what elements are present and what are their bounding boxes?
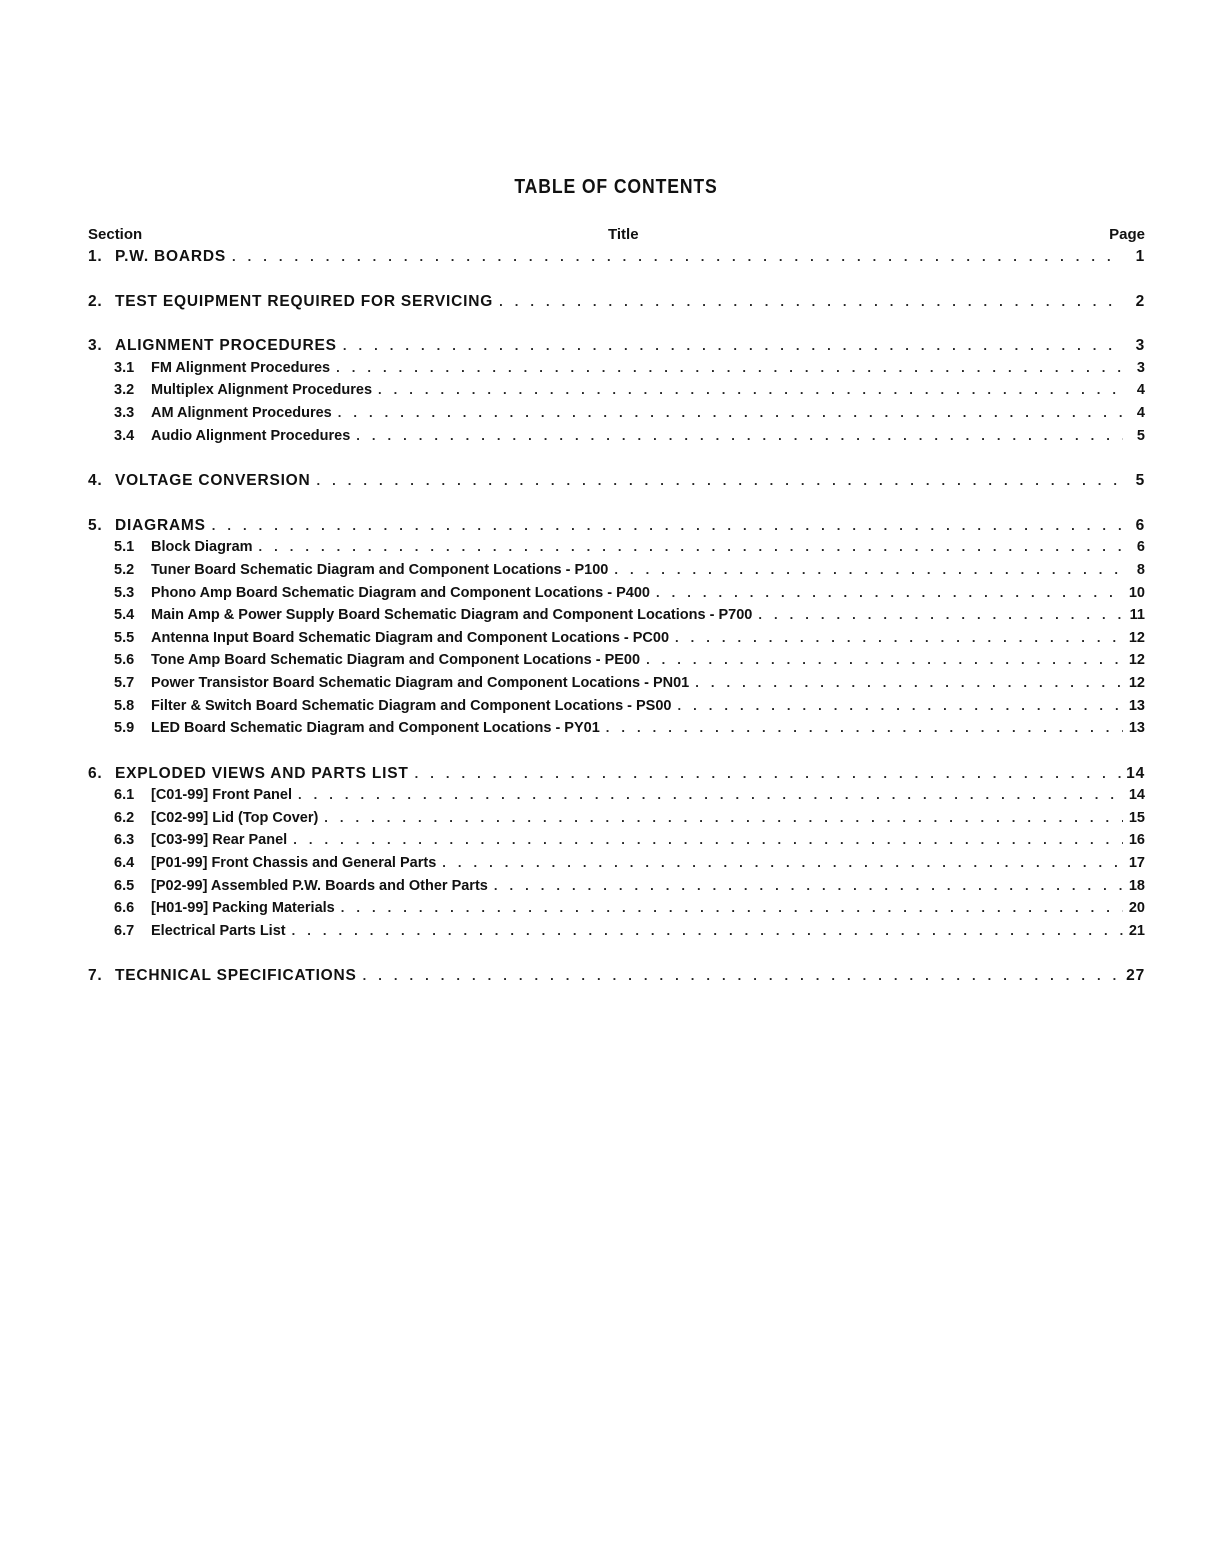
- entry-page-number: 27: [1126, 967, 1145, 985]
- entry-title: Antenna Input Board Schematic Diagram and Component Locations - PC00: [151, 629, 670, 646]
- toc-entry-section[interactable]: [88, 765, 1145, 788]
- toc-entry-subsection[interactable]: [88, 539, 1145, 562]
- entry-title: [P02-99] Assembled P.W. Boards and Other Parts: [151, 877, 488, 894]
- toc-entry-subsection[interactable]: [88, 630, 1145, 653]
- entry-number: 6.3: [114, 832, 135, 849]
- entry-page-number: 16: [1128, 832, 1145, 849]
- entry-number: 3.3: [114, 404, 135, 421]
- dot-leader: [678, 698, 1124, 713]
- entry-number: 5.: [88, 516, 103, 534]
- entry-title: Electrical Parts List: [151, 922, 286, 939]
- toc-entry-subsection[interactable]: [88, 405, 1145, 428]
- entry-page-number: 6: [1136, 539, 1145, 556]
- entry-title: [C03-99] Rear Panel: [151, 832, 288, 849]
- entry-title: LED Board Schematic Diagram and Component Locations - PY01: [151, 720, 600, 737]
- entry-title: FM Alignment Procedures: [151, 359, 331, 376]
- entry-page-number: 3: [1136, 359, 1145, 376]
- entry-number: 3.: [88, 337, 103, 355]
- toc-entry-subsection[interactable]: [88, 698, 1145, 721]
- entry-number: 6.7: [114, 922, 135, 939]
- toc-entry-section[interactable]: [88, 248, 1145, 271]
- dot-leader: [341, 900, 1123, 915]
- entry-title: AM Alignment Procedures: [151, 404, 332, 421]
- toc-entry-subsection[interactable]: [88, 428, 1145, 451]
- entry-title: EXPLODED VIEWS AND PARTS LIST: [115, 764, 409, 782]
- entry-page-number: 15: [1128, 809, 1145, 826]
- entry-title: ALIGNMENT PROCEDURES: [115, 337, 337, 355]
- entry-page-number: 1: [1135, 248, 1145, 265]
- toc-entry-subsection[interactable]: [88, 382, 1145, 405]
- entry-page-number: 17: [1128, 855, 1145, 872]
- toc-section-group: [88, 472, 1145, 495]
- entry-number: 5.8: [114, 697, 135, 714]
- entry-number: 5.2: [114, 561, 135, 578]
- entry-title: Tone Amp Board Schematic Diagram and Component Locations - PE00: [151, 652, 641, 669]
- toc-entry-subsection[interactable]: [88, 832, 1145, 855]
- toc-entry-subsection[interactable]: [88, 923, 1145, 946]
- entry-number: 3.2: [114, 382, 135, 399]
- dot-leader: [442, 855, 1123, 870]
- entry-title: Power Transistor Board Schematic Diagram and Component Locations - PN01: [151, 674, 690, 691]
- entry-page-number: 5: [1136, 427, 1145, 444]
- toc-entry-subsection[interactable]: [88, 720, 1145, 743]
- entry-number: 5.5: [114, 629, 135, 646]
- entry-page-number: 4: [1136, 382, 1145, 399]
- entry-page-number: 5: [1135, 472, 1145, 490]
- dot-leader: [343, 338, 1123, 353]
- entry-page-number: 2: [1135, 292, 1145, 310]
- section-column-header: Section: [88, 226, 143, 243]
- entry-number: 5.6: [114, 652, 135, 669]
- entry-title: Main Amp & Power Supply Board Schematic Diagram and Component Locations - P700: [151, 607, 753, 624]
- entry-title: Multiplex Alignment Procedures: [151, 382, 373, 399]
- entry-number: 6.6: [114, 900, 135, 917]
- toc-section-group: [88, 517, 1145, 743]
- entry-page-number: 21: [1128, 922, 1145, 939]
- toc-entry-section[interactable]: [88, 967, 1145, 990]
- toc-entry-section[interactable]: [88, 337, 1145, 360]
- toc-section-group: [88, 293, 1145, 316]
- toc-section-group: [88, 248, 1145, 271]
- dot-leader: [232, 249, 1123, 264]
- entry-page-number: 12: [1128, 652, 1145, 669]
- dot-leader: [499, 294, 1123, 309]
- entry-title: Phono Amp Board Schematic Diagram and Component Locations - P400: [151, 584, 650, 601]
- dot-leader: [656, 585, 1123, 600]
- entry-page-number: 13: [1128, 697, 1145, 714]
- dot-leader: [317, 473, 1123, 488]
- toc-entry-section[interactable]: [88, 293, 1145, 316]
- entry-title: Tuner Board Schematic Diagram and Component Locations - P100: [151, 561, 609, 578]
- dot-leader: [298, 787, 1123, 802]
- entry-title: [H01-99] Packing Materials: [151, 900, 335, 917]
- dot-leader: [292, 923, 1123, 938]
- entry-page-number: 10: [1128, 584, 1145, 601]
- table-of-contents: [88, 226, 1145, 1012]
- toc-entry-subsection[interactable]: [88, 652, 1145, 675]
- entry-number: 1.: [88, 248, 103, 265]
- entry-page-number: 6: [1135, 516, 1145, 534]
- toc-entry-subsection[interactable]: [88, 675, 1145, 698]
- toc-entry-subsection[interactable]: [88, 360, 1145, 383]
- toc-entry-subsection[interactable]: [88, 562, 1145, 585]
- entry-number: 6.2: [114, 809, 135, 826]
- entry-page-number: 12: [1128, 674, 1145, 691]
- entry-title: VOLTAGE CONVERSION: [115, 472, 311, 490]
- entry-page-number: 13: [1128, 720, 1145, 737]
- toc-entry-subsection[interactable]: [88, 900, 1145, 923]
- entry-page-number: 14: [1128, 787, 1145, 804]
- page-column-header: Page: [1109, 226, 1145, 243]
- dot-leader: [415, 766, 1123, 781]
- title-column-header: Title: [608, 226, 639, 243]
- entry-number: 6.1: [114, 787, 135, 804]
- dot-leader: [363, 968, 1123, 983]
- entry-number: 6.5: [114, 877, 135, 894]
- entry-page-number: 12: [1128, 629, 1145, 646]
- toc-entry-subsection[interactable]: [88, 607, 1145, 630]
- toc-entry-subsection[interactable]: [88, 585, 1145, 608]
- entry-page-number: 8: [1136, 561, 1145, 578]
- entry-title: [C01-99] Front Panel: [151, 787, 292, 804]
- dot-leader: [606, 720, 1123, 735]
- entry-page-number: 4: [1136, 404, 1145, 421]
- entry-title: P.W. BOARDS: [115, 248, 227, 265]
- entry-number: 5.7: [114, 674, 135, 691]
- toc-entry-section[interactable]: [88, 472, 1145, 495]
- entry-page-number: 20: [1128, 900, 1145, 917]
- toc-entry-subsection[interactable]: [88, 810, 1145, 833]
- dot-leader: [338, 405, 1123, 420]
- entry-title: [P01-99] Front Chassis and General Parts: [151, 855, 437, 872]
- entry-page-number: 18: [1128, 877, 1145, 894]
- entry-title: Block Diagram: [151, 539, 253, 556]
- entry-title: [C02-99] Lid (Top Cover): [151, 809, 319, 826]
- dot-leader: [675, 630, 1123, 645]
- toc-header-row: [88, 226, 1145, 248]
- entry-title: Filter & Switch Board Schematic Diagram and Component Locations - PS00: [151, 697, 672, 714]
- entry-number: 5.3: [114, 584, 135, 601]
- dot-leader: [646, 652, 1123, 667]
- entry-number: 5.1: [114, 539, 135, 556]
- dot-leader: [293, 832, 1123, 847]
- entry-title: Audio Alignment Procedures: [151, 427, 351, 444]
- entry-number: 3.1: [114, 359, 135, 376]
- dot-leader: [494, 878, 1123, 893]
- entry-number: 6.: [88, 764, 103, 782]
- entry-title: TEST EQUIPMENT REQUIRED FOR SERVICING: [115, 292, 494, 310]
- dot-leader: [336, 360, 1123, 375]
- toc-section-group: [88, 337, 1145, 450]
- entry-title: TECHNICAL SPECIFICATIONS: [115, 967, 357, 985]
- toc-entry-subsection[interactable]: [88, 878, 1145, 901]
- toc-section-group: [88, 765, 1145, 946]
- entry-page-number: 14: [1126, 764, 1145, 782]
- toc-section-group: [88, 967, 1145, 990]
- toc-entry-section[interactable]: [88, 517, 1145, 540]
- entry-number: 2.: [88, 292, 103, 310]
- dot-leader: [614, 562, 1123, 577]
- toc-entry-subsection[interactable]: [88, 855, 1145, 878]
- entry-number: 7.: [88, 967, 103, 985]
- dot-leader: [378, 382, 1123, 397]
- toc-body: [88, 248, 1145, 990]
- dot-leader: [259, 539, 1123, 554]
- dot-leader: [212, 518, 1123, 533]
- dot-leader: [695, 675, 1123, 690]
- entry-page-number: 3: [1135, 337, 1145, 355]
- dot-leader: [758, 607, 1123, 622]
- toc-entry-subsection[interactable]: [88, 787, 1145, 810]
- entry-number: 5.4: [114, 607, 135, 624]
- entry-page-number: 11: [1129, 607, 1145, 624]
- dot-leader: [356, 428, 1123, 443]
- entry-number: 4.: [88, 472, 103, 490]
- entry-number: 3.4: [114, 427, 135, 444]
- entry-number: 5.9: [114, 720, 135, 737]
- dot-leader: [324, 810, 1123, 825]
- page-title: TABLE OF CONTENTS: [514, 176, 718, 198]
- entry-title: DIAGRAMS: [115, 516, 206, 534]
- entry-number: 6.4: [114, 855, 135, 872]
